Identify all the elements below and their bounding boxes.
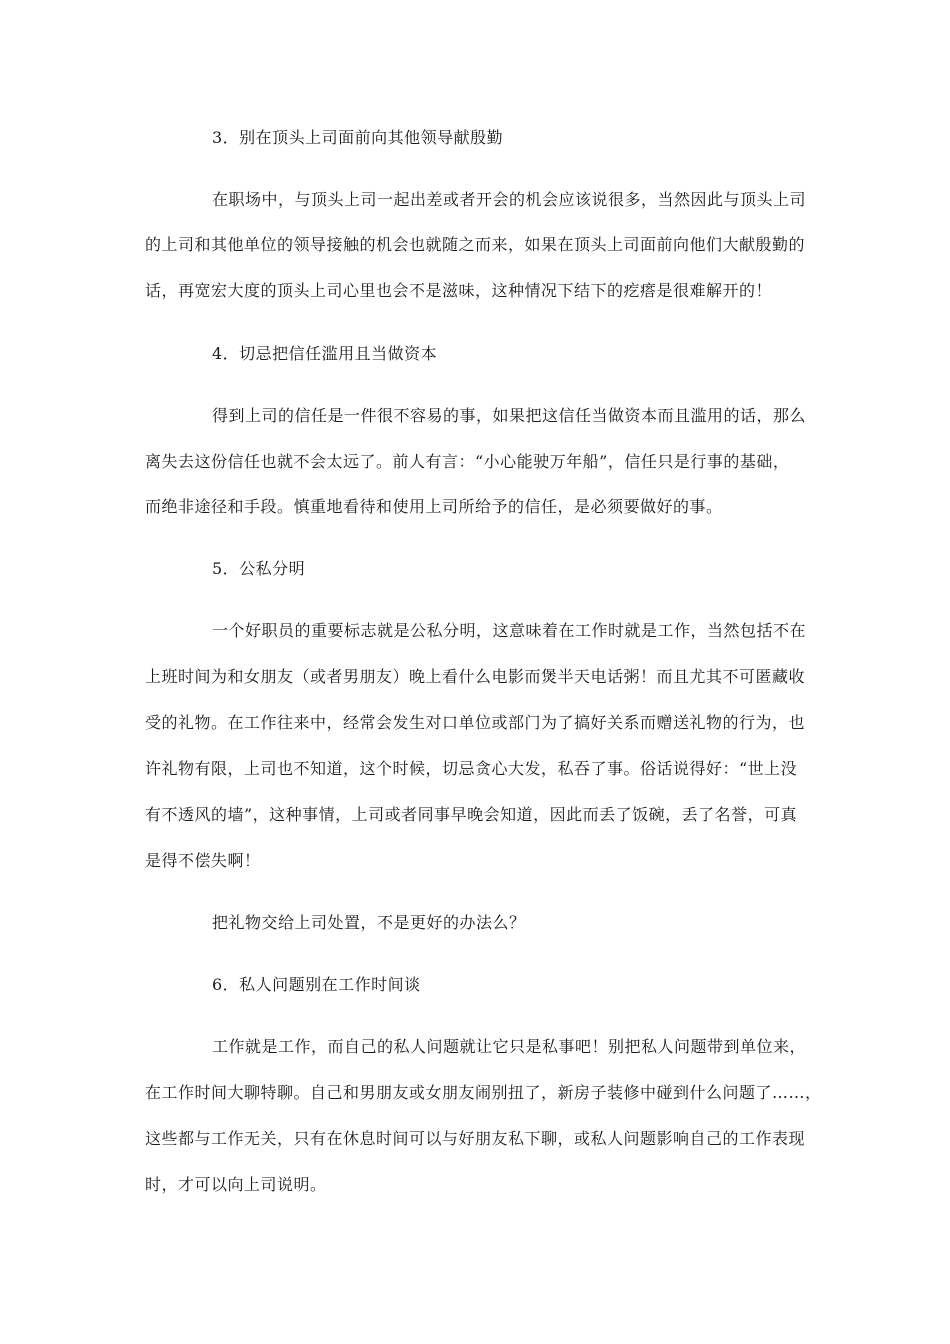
paragraph-line: 的上司和其他单位的领导接触的机会也就随之而来，如果在顶头上司面前向他们大献殷勤的: [145, 235, 806, 254]
paragraph-line: 而绝非途径和手段。慎重地看待和使用上司所给予的信任，是必须要做好的事。: [145, 497, 723, 516]
paragraph-line: 得到上司的信任是一件很不容易的事，如果把这信任当做资本而且滥用的话，那么: [212, 406, 807, 425]
paragraph-line: 是得不偿失啊！: [145, 851, 261, 870]
paragraph-line: 在工作时间大聊特聊。自己和男朋友或女朋友闹别扭了，新房子装修中碰到什么问题了……，: [145, 1083, 822, 1102]
section-heading: 6．私人问题别在工作时间谈: [212, 975, 421, 994]
paragraph-line: 有不透风的墙”，这种事情，上司或者同事早晚会知道，因此而丢了饭碗，丢了名誉，可真: [145, 805, 798, 824]
paragraph-line: 一个好职员的重要标志就是公私分明，这意味着在工作时就是工作，当然包括不在: [212, 621, 807, 640]
paragraph-line: 话，再宽宏大度的顶头上司心里也会不是滋味，这种情况下结下的疙瘩是很难解开的！: [145, 281, 773, 300]
paragraph-line: 离失去这份信任也就不会太远了。前人有言：“小心能驶万年船”，信任只是行事的基础，: [145, 452, 790, 471]
paragraph-line: 把礼物交给上司处置，不是更好的办法么？: [212, 913, 526, 932]
section-heading: 3．别在顶头上司面前向其他领导献殷勤: [212, 128, 504, 147]
paragraph-line: 上班时间为和女朋友（或者男朋友）晚上看什么电影而煲半天电话粥！而且尤其不可匿藏收: [145, 667, 806, 686]
paragraph-line: 这些都与工作无关，只有在休息时间可以与好朋友私下聊，或私人问题影响自己的工作表现: [145, 1129, 806, 1148]
paragraph-line: 受的礼物。在工作往来中，经常会发生对口单位或部门为了搞好关系而赠送礼物的行为，也: [145, 713, 806, 732]
paragraph-line: 工作就是工作，而自己的私人问题就让它只是私事吧！别把私人问题带到单位来，: [212, 1037, 807, 1056]
paragraph-line: 许礼物有限，上司也不知道，这个时候，切忌贪心大发，私吞了事。俗话说得好：“世上没: [145, 759, 798, 778]
section-heading: 5．公私分明: [212, 559, 306, 578]
paragraph-line: 时，才可以向上司说明。: [145, 1175, 327, 1194]
paragraph-line: 在职场中，与顶头上司一起出差或者开会的机会应该说很多，当然因此与顶头上司: [212, 190, 807, 209]
section-heading: 4．切忌把信任滥用且当做资本: [212, 344, 438, 363]
